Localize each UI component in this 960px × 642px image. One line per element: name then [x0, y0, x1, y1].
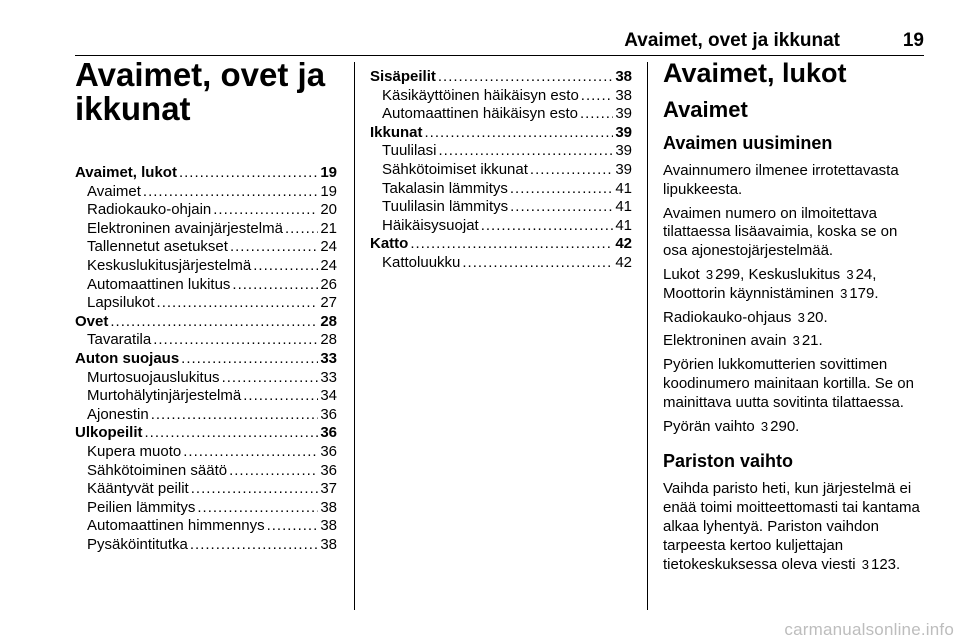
toc-entry-page: 41	[615, 216, 632, 234]
toc-entry-page: 38	[320, 498, 337, 516]
toc-entry-page: 38	[615, 86, 632, 104]
toc-entry-label: Ovet	[75, 312, 109, 330]
toc-entry-label: Tavaratila	[87, 331, 152, 349]
toc-leader-dots	[580, 105, 613, 124]
toc-leader-dots	[183, 443, 318, 462]
toc-list	[75, 164, 337, 554]
toc-leader-dots	[151, 406, 319, 425]
toc-leader-dots	[157, 294, 319, 313]
toc-leader-dots	[190, 536, 318, 555]
toc-entry-page: 36	[320, 405, 337, 423]
toc-entry-page: 21	[320, 219, 337, 237]
toc-leader-dots	[232, 276, 318, 295]
toc-entry-label: Käsikäyttöinen häikäisyn esto	[382, 86, 579, 104]
toc-entry-page: 38	[615, 68, 632, 85]
toc-entry[interactable]	[75, 536, 337, 555]
toc-entry-page: 39	[615, 105, 632, 123]
toc-entry-label: Kattoluukku	[382, 253, 461, 271]
toc-leader-dots	[530, 161, 613, 180]
toc-entry-label: Automaattinen himmennys	[87, 517, 265, 535]
toc-leader-dots	[243, 387, 318, 406]
toc-chapter-entry[interactable]	[75, 424, 337, 443]
toc-entry-page: 36	[320, 442, 337, 460]
toc-entry[interactable]	[370, 217, 632, 236]
toc-entry[interactable]	[75, 406, 337, 425]
toc-entry-label: Murtohälytinjärjestelmä	[87, 387, 242, 405]
toc-entry[interactable]	[370, 198, 632, 217]
chapter-title: Avaimet, ovet ja ikkunat	[75, 56, 326, 127]
toc-entry-label: Kääntyvät peilit	[87, 480, 189, 498]
page-ref-arrow-icon: 3	[792, 333, 800, 349]
toc-entry-label: Tuulilasin lämmitys	[382, 198, 509, 216]
toc-leader-dots	[267, 517, 319, 536]
toc-entry-page: 24	[320, 238, 337, 256]
page-reference[interactable]: 290	[770, 417, 796, 435]
toc-leader-dots	[213, 201, 318, 220]
page-reference[interactable]: 24	[855, 265, 873, 283]
toc-chapter-entry[interactable]	[75, 313, 337, 332]
toc-entry-page: 39	[615, 160, 632, 178]
toc-entry[interactable]	[75, 499, 337, 518]
toc-entry-label: Ulkopeilit	[75, 424, 143, 442]
toc-entry-label: Sisäpeilit	[370, 68, 436, 85]
toc-leader-dots	[285, 220, 318, 239]
running-header-title: Avaimet, ovet ja ikkunat	[624, 30, 840, 51]
paragraph-reference: Radiokauko-ohjaus 3 20.	[663, 308, 828, 326]
subsection-heading: Avaimet	[663, 97, 748, 122]
toc-leader-dots	[229, 462, 318, 481]
toc-entry[interactable]	[75, 517, 337, 536]
toc-leader-dots	[462, 254, 613, 273]
toc-chapter-entry[interactable]	[75, 350, 337, 369]
toc-leader-dots	[191, 480, 319, 499]
page-ref-arrow-icon: 3	[861, 556, 869, 572]
watermark: carmanualsonline.info	[784, 620, 954, 639]
toc-column-1	[75, 58, 337, 554]
toc-column-2	[370, 68, 632, 273]
toc-entry-page: 39	[615, 123, 632, 141]
toc-leader-dots	[222, 369, 319, 388]
toc-entry[interactable]	[75, 387, 337, 406]
column-divider-1	[354, 62, 355, 610]
toc-entry-label: Peilien lämmitys	[87, 498, 196, 516]
toc-leader-dots	[179, 164, 318, 183]
toc-entry-page: 38	[320, 535, 337, 553]
toc-entry-label: Pysäköintitutka	[87, 535, 188, 553]
toc-chapter-entry[interactable]	[370, 68, 632, 87]
toc-leader-dots	[143, 183, 318, 202]
toc-entry-label: Automaattinen häikäisyn esto	[382, 105, 578, 123]
toc-entry-page: 42	[615, 253, 632, 271]
toc-entry-page: 36	[320, 461, 337, 479]
toc-entry-label: Katto	[370, 235, 409, 253]
toc-entry-page: 36	[320, 424, 337, 442]
toc-entry-label: Lapsilukot	[87, 294, 155, 312]
toc-entry-label: Elektroninen avainjärjestelmä	[87, 219, 283, 237]
page-ref-arrow-icon: 3	[846, 266, 854, 282]
toc-leader-dots	[153, 331, 318, 350]
toc-leader-dots	[181, 350, 318, 369]
toc-entry-label: Automaattinen lukitus	[87, 275, 231, 293]
toc-chapter-entry[interactable]	[370, 235, 632, 254]
toc-entry-page: 19	[320, 164, 337, 181]
section-heading: Avaimet, lukot	[663, 58, 847, 88]
topic-heading-key-renewal: Avaimen uusiminen	[663, 133, 833, 153]
page-number: 19	[902, 30, 924, 51]
toc-leader-dots	[438, 68, 613, 87]
toc-leader-dots	[197, 499, 318, 518]
toc-entry[interactable]	[75, 257, 337, 276]
toc-entry-page: 33	[320, 349, 337, 367]
toc-entry-label: Keskuslukitusjärjestelmä	[87, 256, 252, 274]
toc-leader-dots	[510, 180, 613, 199]
toc-entry[interactable]	[75, 183, 337, 202]
toc-leader-dots	[253, 257, 318, 276]
toc-list	[370, 68, 632, 273]
toc-entry[interactable]	[75, 238, 337, 257]
toc-entry-page: 34	[320, 387, 337, 405]
toc-entry[interactable]	[75, 220, 337, 239]
page-reference[interactable]: 123	[871, 555, 897, 573]
toc-entry-page: 28	[320, 312, 337, 330]
paragraph: Avainnumero ilmenee irrotettavasta lipukkeesta.	[663, 162, 899, 198]
toc-entry-label: Kupera muoto	[87, 442, 182, 460]
toc-entry[interactable]	[75, 369, 337, 388]
toc-chapter-entry[interactable]	[370, 124, 632, 143]
page-ref-arrow-icon: 3	[840, 285, 848, 301]
toc-leader-dots	[510, 198, 613, 217]
toc-entry-page: 38	[320, 517, 337, 535]
toc-leader-dots	[425, 124, 614, 143]
page-reference[interactable]: 179	[849, 284, 875, 302]
toc-entry[interactable]	[370, 87, 632, 106]
page-reference[interactable]: 21	[801, 332, 819, 350]
toc-entry-label: Auton suojaus	[75, 349, 180, 367]
toc-entry[interactable]	[75, 462, 337, 481]
page-ref-arrow-icon: 3	[797, 309, 805, 325]
toc-entry[interactable]	[75, 443, 337, 462]
toc-entry-page: 37	[320, 480, 337, 498]
toc-leader-dots	[145, 424, 319, 443]
topic-heading-battery: Pariston vaihto	[663, 451, 794, 472]
toc-entry-label: Häikäisysuojat	[382, 216, 479, 234]
page-ref-arrow-icon: 3	[705, 266, 714, 282]
toc-entry-page: 39	[615, 142, 632, 160]
page-reference[interactable]: 299	[715, 265, 741, 283]
toc-entry-label: Sähkötoimiset ikkunat	[382, 160, 528, 178]
toc-entry[interactable]	[75, 480, 337, 499]
toc-leader-dots	[410, 235, 613, 254]
paragraph-reference: Elektroninen avain 3 21.	[663, 332, 823, 350]
toc-leader-dots	[581, 87, 614, 106]
column-divider-2	[647, 62, 648, 610]
toc-entry-label: Murtosuojauslukitus	[87, 368, 220, 386]
toc-entry-page: 20	[320, 201, 337, 219]
toc-entry[interactable]	[370, 180, 632, 199]
toc-entry-page: 42	[615, 235, 632, 253]
page-ref-arrow-icon: 3	[760, 418, 769, 434]
toc-entry-page: 33	[320, 368, 337, 386]
toc-entry[interactable]	[75, 294, 337, 313]
toc-leader-dots	[438, 142, 613, 161]
toc-entry[interactable]	[370, 254, 632, 273]
paragraph-reference: Vaihda paristo heti, kun järjestelmä ei enää toimi moitteettomasti tai kantama alkaa lyhentyä. Pariston vaihdon tarpeesta kertoo kuljettajan tietokeskuksessa oleva viesti 3 123.	[663, 480, 920, 573]
toc-entry[interactable]	[370, 142, 632, 161]
toc-entry[interactable]	[370, 161, 632, 180]
toc-entry-label: Avaimet, lukot	[75, 164, 177, 181]
toc-leader-dots	[481, 217, 614, 236]
page-header	[0, 0, 960, 56]
paragraph-reference: Pyörän vaihto 3 290.	[663, 417, 800, 435]
toc-entry-label: Ajonestin	[87, 405, 149, 423]
toc-entry-label: Radiokauko-ohjain	[87, 201, 212, 219]
paragraph: Pyörien lukkomutterien sovittimen koodinumero mainitaan kortilla. Se on mainittava uutta sovitinta tilattaessa.	[663, 356, 914, 411]
toc-entry-label: Tallennetut asetukset	[87, 238, 228, 256]
toc-entry[interactable]	[75, 201, 337, 220]
toc-leader-dots	[110, 313, 318, 332]
page-reference[interactable]: 20	[806, 308, 824, 326]
paragraph-references: Lukot 3 299, Keskuslukitus 3 24, Moottorin käynnistäminen 3 179.	[663, 265, 879, 302]
toc-entry-label: Sähkötoiminen säätö	[87, 461, 228, 479]
toc-entry-page: 26	[320, 275, 337, 293]
toc-entry-page: 24	[320, 256, 337, 274]
toc-entry-page: 27	[320, 294, 337, 312]
paragraph: Avaimen numero on ilmoitettava tilattaessa lisäavaimia, koska se on osa ajonestojärjestelmää.	[663, 204, 898, 260]
toc-entry-page: 19	[320, 182, 337, 200]
toc-entry-label: Tuulilasi	[382, 142, 437, 160]
toc-entry-label: Avaimet	[87, 182, 141, 200]
toc-entry-page: 28	[320, 331, 337, 349]
toc-leader-dots	[230, 238, 318, 257]
toc-entry-label: Takalasin lämmitys	[382, 179, 508, 197]
toc-entry-page: 41	[615, 198, 632, 216]
toc-entry-label: Ikkunat	[370, 123, 423, 141]
toc-entry[interactable]	[75, 331, 337, 350]
content-column	[663, 58, 925, 579]
toc-entry[interactable]	[370, 105, 632, 124]
toc-chapter-entry[interactable]	[75, 164, 337, 183]
toc-entry[interactable]	[75, 276, 337, 295]
toc-entry-page: 41	[615, 179, 632, 197]
